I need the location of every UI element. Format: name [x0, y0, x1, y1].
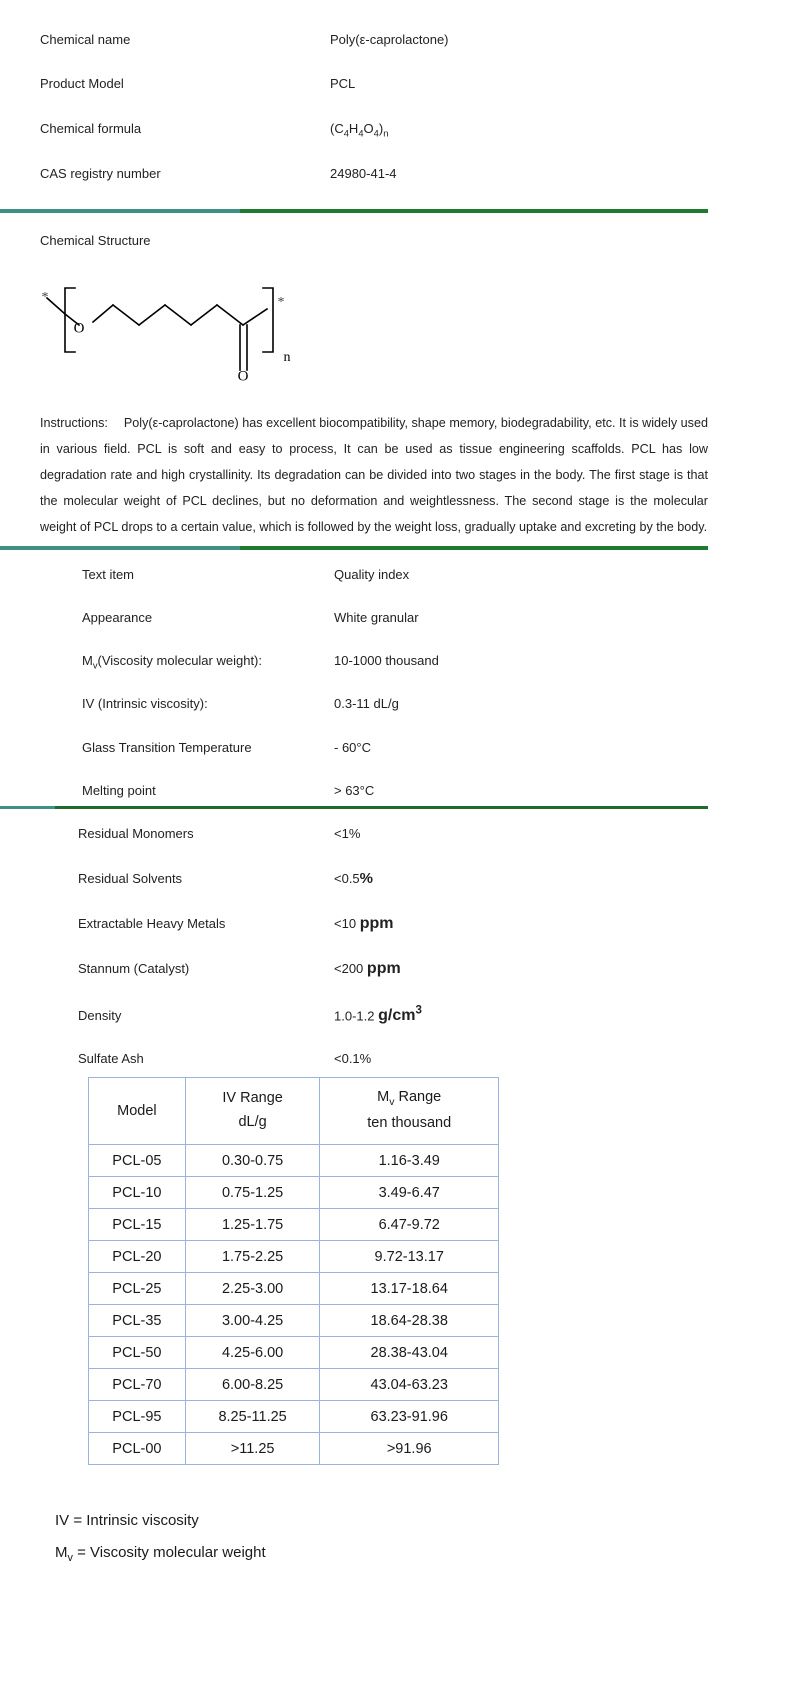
table-row [89, 1241, 499, 1273]
purity-label: Sulfate Ash [78, 1051, 144, 1066]
purity-row-density [78, 1005, 422, 1025]
cell-model: PCL-10 [89, 1177, 186, 1209]
cell-model: PCL-05 [89, 1145, 186, 1177]
cell-model: PCL-15 [89, 1209, 186, 1241]
divider-segment-dark [240, 209, 708, 213]
table-row [89, 1433, 499, 1465]
purity-value: <200 ppm [334, 960, 401, 977]
table-header-model: Model [89, 1078, 186, 1145]
purity-unit: ppm [359, 915, 394, 932]
spec-row-product-model [40, 76, 355, 91]
spec-value: PCL [330, 76, 356, 91]
cell-model: PCL-00 [89, 1433, 186, 1465]
spec-value-formula: $(C_4H_4O_4)_n$ [330, 121, 389, 139]
purity-value: <1% [334, 826, 361, 841]
legend-iv: IV = Intrinsic viscosity [55, 1512, 199, 1529]
model-specification-table [88, 1077, 499, 1465]
table-header-mv-range [320, 1078, 499, 1145]
quality-header-label: Text item [82, 567, 135, 582]
cell-mv: 1.16-3.49 [320, 1145, 499, 1177]
table-row [89, 1209, 499, 1241]
purity-row-sulfate-ash [78, 1051, 371, 1066]
purity-row-extractable-heavy-metals [78, 915, 393, 933]
table-row [89, 1177, 499, 1209]
mv-subscript: v [92, 660, 98, 671]
purity-label: Residual Monomers [78, 826, 194, 841]
quality-label: Melting point [82, 783, 156, 798]
cell-iv: 4.25-6.00 [185, 1337, 320, 1369]
quality-label: $M_v(Viscosity$ molecular weight): [82, 653, 262, 671]
spec-label: Chemical formula [40, 121, 142, 136]
purity-value: <10 ppm [334, 915, 394, 932]
cell-iv: 2.25-3.00 [185, 1273, 320, 1305]
quality-header-row [82, 567, 409, 582]
cell-mv: 3.49-6.47 [320, 1177, 499, 1209]
cell-mv: 63.23-91.96 [320, 1401, 499, 1433]
purity-unit: % [359, 870, 374, 887]
cell-mv: >91.96 [320, 1433, 499, 1465]
purity-value: <0.1% [334, 1051, 372, 1066]
cell-iv: 8.25-11.25 [185, 1401, 320, 1433]
table-header-iv-range [185, 1078, 320, 1145]
spec-label: Product Model [40, 76, 124, 91]
table-header-row [89, 1078, 499, 1145]
quality-value: White granular [334, 610, 419, 625]
quality-row-intrinsic-viscosity [82, 696, 399, 711]
svg-text:O: O [237, 368, 249, 382]
cell-mv: 43.04-63.23 [320, 1369, 499, 1401]
spec-label: CAS registry number [40, 166, 161, 181]
purity-unit: ppm [366, 960, 401, 977]
spec-row-cas-number [40, 166, 397, 181]
purity-unit: $g/cm^3$ [378, 1005, 422, 1025]
cell-mv: 9.72-13.17 [320, 1241, 499, 1273]
divider-segment-light [0, 209, 240, 213]
quality-label: Glass Transition Temperature [82, 740, 252, 755]
divider-segment-dark [240, 546, 708, 550]
cell-mv: 13.17-18.64 [320, 1273, 499, 1305]
spec-label: Chemical name [40, 32, 131, 47]
spec-value: Poly(ε-caprolactone) [330, 32, 449, 47]
cell-model: PCL-35 [89, 1305, 186, 1337]
cell-iv: 1.75-2.25 [185, 1241, 320, 1273]
cell-iv: >11.25 [185, 1433, 320, 1465]
quality-row-melting-point [82, 783, 374, 798]
quality-value: - 60°C [334, 740, 371, 755]
table-row [89, 1337, 499, 1369]
svg-text:*: * [41, 290, 49, 306]
cell-iv: 6.00-8.25 [185, 1369, 320, 1401]
spec-row-chemical-formula [40, 121, 388, 139]
spec-row-chemical-name [40, 32, 449, 47]
quality-label: IV (Intrinsic viscosity): [82, 696, 208, 711]
chemical-structure-diagram [35, 272, 375, 382]
iv-range-line2: dL/g [238, 1114, 267, 1130]
section-divider-top [0, 209, 708, 213]
purity-row-residual-monomers [78, 826, 360, 841]
table-row [89, 1145, 499, 1177]
cell-model: PCL-25 [89, 1273, 186, 1305]
iv-range-line1: IV Range [222, 1090, 283, 1107]
divider-segment-light [0, 546, 240, 550]
cell-mv: 6.47-9.72 [320, 1209, 499, 1241]
cell-model: PCL-95 [89, 1401, 186, 1433]
divider-segment-light [0, 806, 55, 809]
instructions-body: Poly(ε-caprolactone) has excellent biocompatibility, shape memory, biodegradability, etc. It is widely used in various field. PCL is soft and easy to process, It can be used as tissue engineering scaffolds. PCL has low degradation rate and high crystallinity. Its degradation can be divided into two stages in the body. The first stage is that the molecular weight of PCL declines, but no deformation and weightlessness. The second stage is the molecular weight of PCL drops to a certain value, which is followed by the weight loss, gradually uptake and excreting by the body. [40, 416, 708, 534]
svg-text:*: * [277, 295, 285, 311]
quality-value: > 63°C [334, 783, 375, 798]
purity-label: Stannum (Catalyst) [78, 961, 190, 976]
svg-text:n: n [283, 350, 291, 366]
quality-row-glass-transition [82, 740, 371, 755]
table-row [89, 1273, 499, 1305]
quality-label: Appearance [82, 610, 153, 625]
cell-mv: 28.38-43.04 [320, 1337, 499, 1369]
cell-mv: 18.64-28.38 [320, 1305, 499, 1337]
divider-segment-dark [55, 806, 708, 809]
legend-mv: $M_v$ = Viscosity molecular weight [55, 1544, 266, 1564]
instructions-paragraph [40, 410, 708, 540]
quality-value: 0.3-11 dL/g [334, 696, 399, 711]
cell-model: PCL-70 [89, 1369, 186, 1401]
purity-value: 1.0-1.2 $g/cm^3$ [334, 1005, 422, 1025]
cell-iv: 1.25-1.75 [185, 1209, 320, 1241]
purity-label: Residual Solvents [78, 871, 183, 886]
purity-label: Extractable Heavy Metals [78, 916, 226, 931]
purity-value: <0.5% [334, 870, 374, 887]
cell-iv: 0.75-1.25 [185, 1177, 320, 1209]
cell-model: PCL-50 [89, 1337, 186, 1369]
instructions-label: Instructions: [40, 416, 108, 430]
table-row [89, 1305, 499, 1337]
mv-range-line1: $M_v$ Range [377, 1088, 442, 1108]
purity-row-stannum-catalyst [78, 960, 401, 978]
quality-row-viscosity-molecular-weight [82, 653, 439, 671]
section-divider-quality [0, 546, 708, 550]
table-row [89, 1369, 499, 1401]
cell-iv: 3.00-4.25 [185, 1305, 320, 1337]
spec-value: 24980-41-4 [330, 166, 397, 181]
purity-label: Density [78, 1008, 122, 1024]
quality-value: 10-1000 thousand [334, 653, 439, 668]
mv-range-line2: ten thousand [367, 1115, 452, 1132]
chemical-structure-title: Chemical Structure [40, 233, 151, 248]
svg-text:O: O [73, 320, 85, 337]
table-row [89, 1401, 499, 1433]
quality-row-appearance [82, 610, 419, 625]
section-divider-purity [0, 806, 708, 809]
cell-iv: 0.30-0.75 [185, 1145, 320, 1177]
cell-model: PCL-20 [89, 1241, 186, 1273]
quality-header-value: Quality index [334, 567, 410, 582]
purity-row-residual-solvents [78, 870, 373, 887]
